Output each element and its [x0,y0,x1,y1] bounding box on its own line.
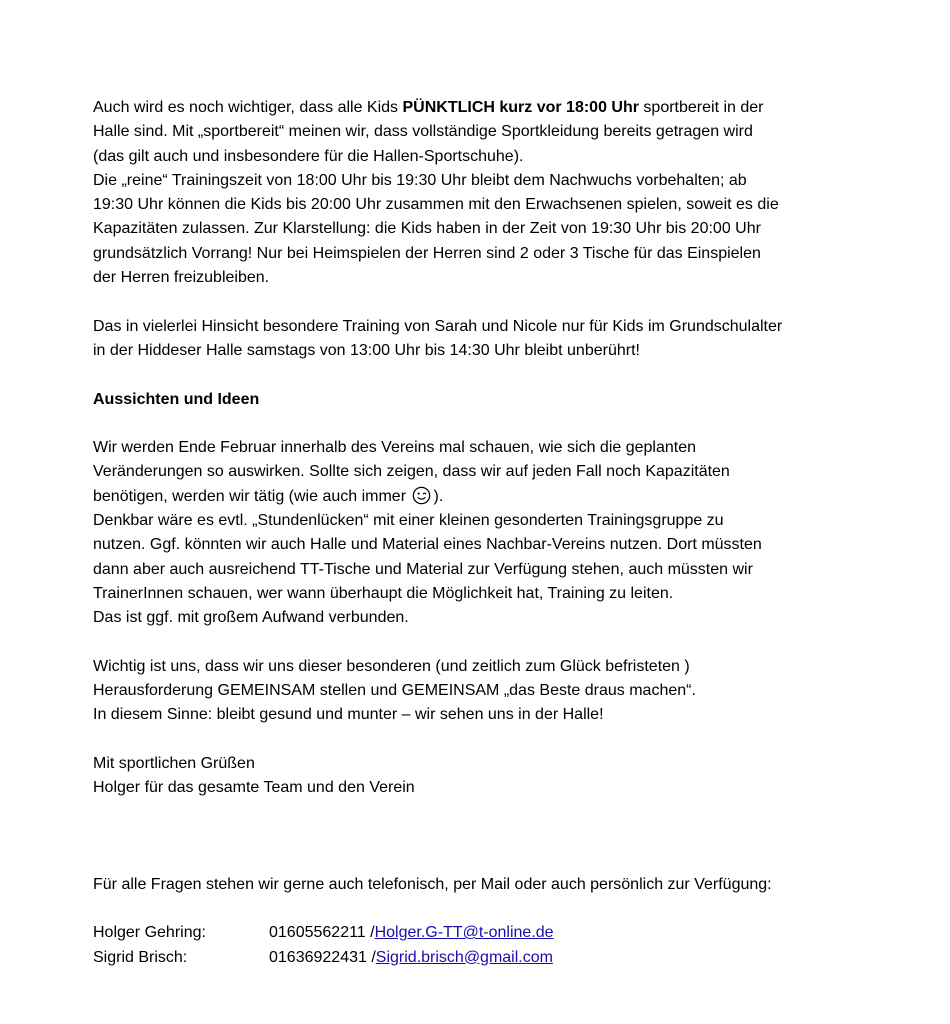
email-link[interactable]: Sigrid.brisch@gmail.com [375,948,553,966]
text-run: benötigen, werden wir tätig (wie auch immer [93,487,411,505]
text-run: sportbereit in der [638,99,764,116]
email-link[interactable]: Holger.G-TT@t-online.de [374,924,554,942]
text-line: Herausforderung GEMEINSAM stellen und GEMEINSAM „das Beste draus machen“. [93,682,696,700]
text-line: Denkbar wäre es evtl. „Stundenlücken“ mit einer kleinen gesonderten Trainingsgruppe zu [93,512,724,530]
text-line: in der Hiddeser Halle samstags von 13:00 Uhr bis 14:30 Uhr bleibt unberührt! [93,341,640,359]
text-line: Veränderungen so auswirken. Sollte sich zeigen, dass wir auf jeden Fall noch Kapazitäten [93,463,730,481]
text-line: dann aber auch ausreichend TT-Tische und Material zur Verfügung stehen, auch müssten wir [93,560,753,578]
text-line: Mit sportlichen Grüßen [93,755,255,773]
contact-row [93,921,893,945]
closing-signature [93,752,893,801]
text-line: grundsätzlich Vorrang! Nur bei Heimspielen der Herren sind 2 oder 3 Tische für das Einspielen [93,244,761,262]
text-line: Wir werden Ende Februar innerhalb des Vereins mal schauen, wie sich die geplanten [93,439,697,457]
text-line: Kapazitäten zulassen. Zur Klarstellung: die Kids haben in der Zeit von 19:30 Uhr bis 20:00 Uhr [93,220,761,238]
section-heading: Aussichten und Ideen [93,390,260,408]
spacer [93,412,893,436]
paragraph-outlook [93,436,893,630]
text-line: der Herren freizubleiben. [93,269,270,287]
spacer [93,631,893,655]
contact-list [93,921,893,970]
contact-row [93,946,893,970]
contact-phone: 01605562211 / [269,924,375,942]
text-line [93,485,893,509]
text-line: (das gilt auch und insbesondere für die Hallen-Sportschuhe). [93,147,524,165]
contact-name: Holger Gehring: [93,924,206,942]
text-line: TrainerInnen schauen, wer wann überhaupt die Möglichkeit hat, Training zu leiten. [93,584,674,602]
spacer [93,801,893,873]
contact-phone: 01636922431 / [269,948,376,966]
winking-face-icon [412,486,431,505]
text-line [93,96,893,120]
text-line: Das ist ggf. mit großem Aufwand verbunden. [93,609,409,627]
text-line: In diesem Sinne: bleibt gesund und munter – wir sehen uns in der Halle! [93,706,604,724]
spacer [93,363,893,387]
text-line: Halle sind. Mit „sportbereit“ meinen wir, dass vollständige Sportkleidung bereits getragen wird [93,123,753,141]
text-line: Wichtig ist uns, dass wir uns dieser besonderen (und zeitlich zum Glück befristeten ) [93,657,690,675]
spacer [93,290,893,314]
paragraph-together [93,655,893,728]
text-run: ). [433,487,444,505]
text-line: nutzen. Ggf. könnten wir auch Halle und Material eines Nachbar-Vereins nutzen. Dort müssten [93,536,762,554]
text-line: Die „reine“ Trainingszeit von 18:00 Uhr bis 19:30 Uhr bleibt dem Nachwuchs vorbehalten; ab [93,171,747,189]
document-page [93,96,893,970]
text-line: Holger für das gesamte Team und den Verein [93,779,415,797]
spacer [93,897,893,921]
bold-emphasis: PÜNKTLICH kurz vor 18:00 Uhr [402,99,639,116]
text-line: Das in vielerlei Hinsicht besondere Training von Sarah und Nicole nur für Kids im Grundschulalter [93,317,783,335]
contact-name: Sigrid Brisch: [93,948,188,966]
contact-intro: Für alle Fragen stehen wir gerne auch telefonisch, per Mail oder auch persönlich zur Verfügung: [93,875,772,893]
paragraph-special-training [93,315,893,364]
spacer [93,728,893,752]
text-line: 19:30 Uhr können die Kids bis 20:00 Uhr zusammen mit den Erwachsenen spielen, soweit es die [93,196,779,214]
paragraph-punctuality [93,96,893,290]
text-run: Auch wird es noch wichtiger, dass alle Kids [93,99,403,116]
